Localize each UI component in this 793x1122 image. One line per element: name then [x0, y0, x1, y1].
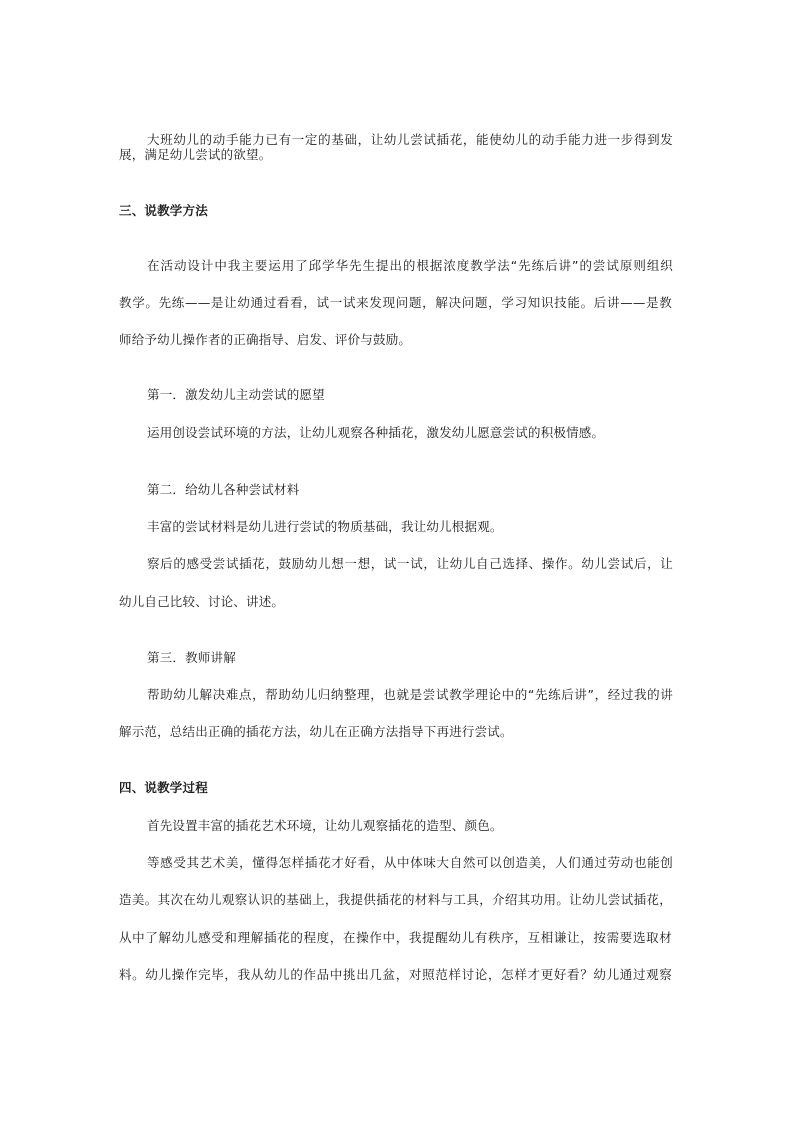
- paragraph-line: 大班幼儿的动手能力已有一定的基础，让幼儿尝试插花，能使幼儿的动手能力进一步得到发: [147, 132, 673, 147]
- paragraph-line: 料。幼儿操作完毕，我从幼儿的作品中挑出几盆，对照范样讨论，怎样才更好看？幼儿通过观察: [119, 967, 672, 982]
- step-title: 第三．教师讲解: [147, 650, 236, 665]
- paragraph-line: 教学。先练——是让幼通过看看，试一试来发现问题，解决问题，学习知识技能。后讲——是教: [119, 295, 672, 310]
- paragraph-line: 展，满足幼儿尝试的欲望。: [119, 147, 272, 162]
- paragraph-line: 在活动设计中我主要运用了邱学华先生提出的根据浓度教学法“先练后讲”的尝试原则组织: [147, 258, 673, 273]
- step-title: 第二．给幼儿各种尝试材料: [147, 482, 300, 497]
- paragraph-line: 察后的感受尝试插花，鼓励幼儿想一想，试一试，让幼儿自己选择、操作。幼儿尝试后，让: [147, 556, 673, 571]
- paragraph-line: 等感受其艺术美，懂得怎样插花才好看，从中体味大自然可以创造美，人们通过劳动也能创: [147, 855, 673, 870]
- step-title: 第一．激发幼儿主动尝试的愿望: [147, 387, 325, 402]
- paragraph-line: 运用创设尝试环境的方法，让幼儿观察各种插花，激发幼儿愿意尝试的积极情感。: [147, 425, 605, 440]
- paragraph-line: 解示范，总结出正确的插花方法，幼儿在正确方法指导下再进行尝试。: [119, 724, 513, 739]
- paragraph-line: 幼儿自己比较、讨论、讲述。: [119, 594, 285, 609]
- paragraph-line: 造美。其次在幼儿观察认识的基础上，我提供插花的材料与工具，介绍其功用。让幼儿尝试插花，: [119, 892, 672, 907]
- section-heading-4: 四、说教学过程: [119, 780, 208, 795]
- paragraph-line: 从中了解幼儿感受和理解插花的程度，在操作中，我提醒幼儿有秩序，互相谦让，按需要选取材: [119, 930, 672, 945]
- paragraph-line: 首先设置丰富的插花艺术环境，让幼儿观察插花的造型、颜色。: [147, 818, 503, 833]
- paragraph-line: 师给予幼儿操作者的正确指导、启发、评价与鼓励。: [119, 332, 412, 347]
- paragraph-line: 帮助幼儿解决难点，帮助幼儿归纳整理，也就是尝试教学理论中的“先练后讲”，经过我的讲: [147, 687, 673, 702]
- paragraph-line: 丰富的尝试材料是幼儿进行尝试的物质基础，我让幼儿根据观。: [147, 519, 503, 534]
- section-heading-3: 三、说教学方法: [119, 203, 208, 218]
